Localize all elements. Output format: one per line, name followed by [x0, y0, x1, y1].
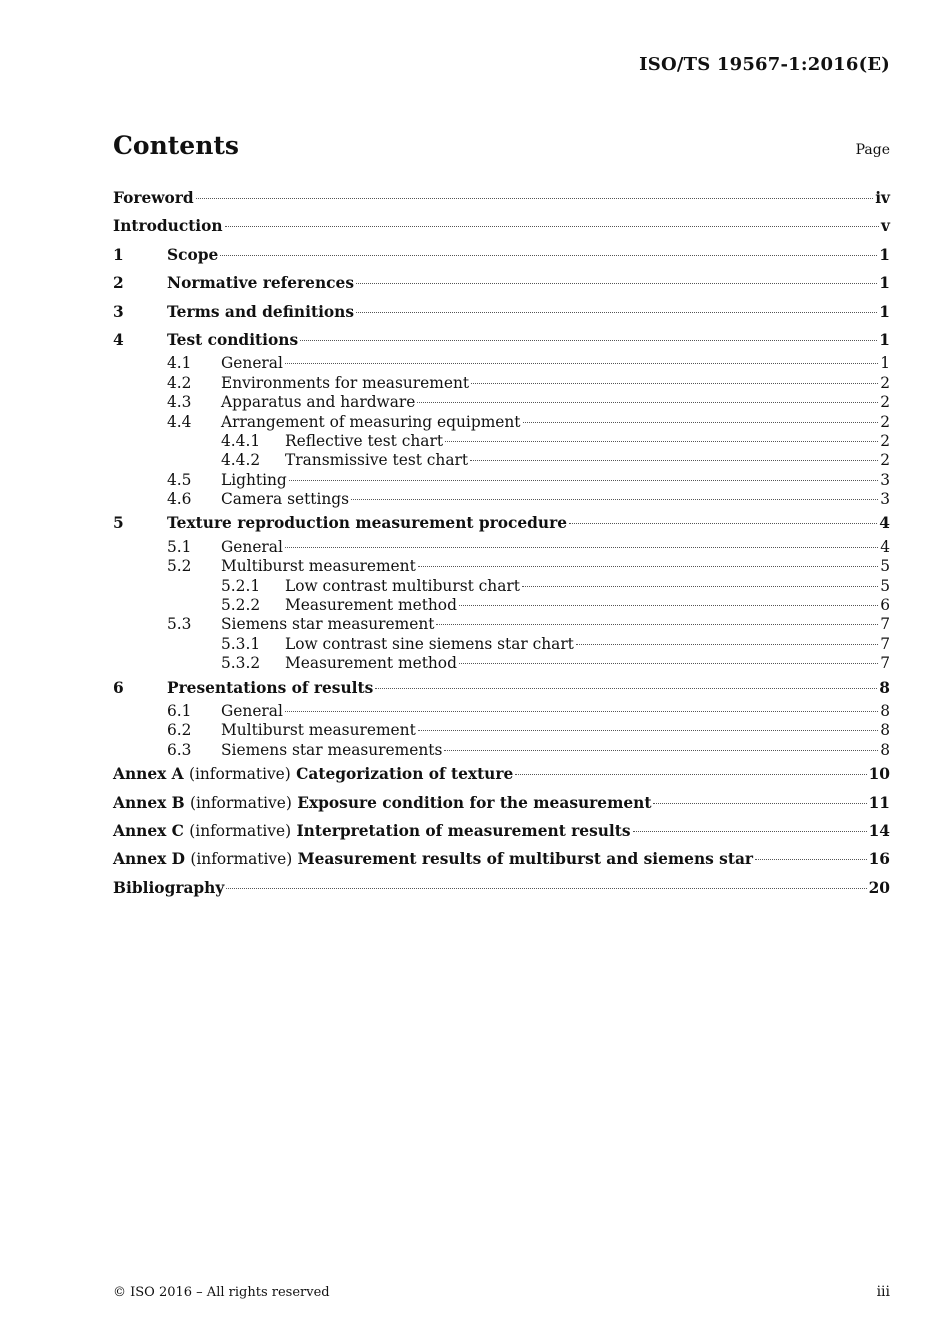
toc-entry[interactable]: [113, 557, 890, 576]
toc-entry-title: Terms and definitions: [167, 302, 355, 321]
dot-leader: [436, 624, 878, 625]
toc-entry-page: 7: [880, 654, 890, 673]
contents-heading: Contents: [113, 131, 240, 160]
toc-entry[interactable]: [113, 760, 890, 788]
dot-leader: [417, 402, 878, 403]
toc-entry[interactable]: [113, 674, 890, 702]
toc-entry-number: 4.2: [167, 373, 192, 392]
toc-entry[interactable]: [113, 471, 890, 490]
toc-entry-title: Reflective test chart: [285, 431, 444, 450]
toc-entry-page: 8: [880, 740, 890, 759]
toc-entry-number: 5.3: [167, 615, 192, 634]
toc-entry-page: 2: [880, 412, 890, 431]
dot-leader: [459, 663, 878, 664]
toc-entry-page: v: [881, 217, 890, 236]
dot-leader: [226, 888, 866, 889]
toc-entry-number: 6.1: [167, 701, 192, 720]
toc-entry-page: 5: [880, 557, 890, 576]
toc-entry-title: Low contrast sine siemens star chart: [285, 634, 574, 653]
dot-leader: [418, 566, 878, 567]
dot-leader: [569, 523, 877, 524]
toc-entry-title: Low contrast multiburst chart: [285, 576, 520, 595]
toc-entry-page: 2: [880, 431, 890, 450]
toc-entry-number: 5.3.1: [221, 634, 261, 653]
toc-entry-title: Foreword: [113, 189, 194, 207]
dot-leader: [285, 711, 878, 712]
toc-entry[interactable]: [113, 817, 890, 845]
dot-leader: [356, 312, 877, 313]
annex-note: (informative): [189, 821, 292, 840]
toc-entry-title: [113, 789, 651, 817]
dot-leader: [653, 803, 866, 804]
toc-entry-page: 7: [880, 634, 890, 653]
toc-entry[interactable]: [113, 538, 890, 557]
toc-entry-page: 1: [879, 302, 890, 321]
annex-title: Exposure condition for the measurement: [297, 793, 652, 812]
annex-note: (informative): [190, 793, 292, 812]
toc-entry[interactable]: [113, 490, 890, 509]
toc-entry-number: 6: [113, 678, 124, 697]
toc-entry-title: Environments for measurement: [221, 373, 470, 392]
toc-entry-page: 6: [880, 596, 890, 615]
toc-entry-number: 4.4.1: [221, 431, 261, 450]
toc-entry-title: Siemens star measurement: [221, 615, 435, 634]
dot-leader: [285, 363, 878, 364]
annex-label: Annex A: [113, 765, 184, 784]
page-column-label: Page: [855, 142, 890, 158]
toc-entry-number: 2: [113, 274, 124, 293]
dot-leader: [300, 340, 877, 341]
annex-label: Annex B: [113, 793, 185, 812]
dot-leader: [459, 605, 878, 606]
toc-entry-title: Arrangement of measuring equipment: [221, 412, 521, 431]
toc-entry-number: 1: [113, 245, 124, 264]
toc-entry-number: 6.2: [167, 721, 192, 740]
toc-entry[interactable]: [113, 615, 890, 634]
toc-entry-page: 10: [868, 765, 890, 784]
toc-entry[interactable]: [113, 596, 890, 615]
dot-leader: [220, 255, 877, 256]
toc-entry-page: 1: [879, 245, 890, 264]
toc-entry-title: Transmissive test chart: [285, 451, 469, 470]
toc-entry-title: Camera settings: [221, 490, 350, 509]
toc-entry[interactable]: [113, 354, 890, 373]
annex-label: Annex C: [113, 821, 184, 840]
toc-entry-page: 3: [880, 490, 890, 509]
annex-note: (informative): [190, 850, 293, 869]
dot-leader: [375, 688, 877, 689]
dot-leader: [755, 859, 867, 860]
toc-entry[interactable]: [113, 577, 890, 596]
toc-entry-page: 14: [868, 821, 890, 840]
toc-entry[interactable]: [113, 874, 890, 902]
toc-entry-title: Multiburst measurement: [221, 721, 416, 740]
dot-leader: [576, 644, 878, 645]
toc-entry-number: 5.2.1: [221, 576, 261, 595]
toc-entry-number: 6.3: [167, 740, 192, 759]
toc-entry-page: 5: [880, 576, 890, 595]
toc-entry-title: Lighting: [221, 470, 287, 489]
dot-leader: [351, 499, 878, 500]
toc-entry-page: 1: [880, 354, 890, 373]
toc-entry-title: [113, 760, 513, 788]
toc-entry-number: 4.4: [167, 412, 192, 431]
toc-entry[interactable]: [113, 451, 890, 470]
toc-entry-title: Presentations of results: [167, 678, 374, 697]
dot-leader: [289, 480, 878, 481]
toc-entry[interactable]: [113, 184, 890, 212]
toc-entry-number: 4.4.2: [221, 451, 261, 470]
toc-entry-title: Bibliography: [113, 878, 225, 897]
dot-leader: [445, 441, 878, 442]
toc-entry-title: Measurement method: [285, 654, 457, 673]
document-id: ISO/TS 19567-1:2016(E): [639, 54, 890, 75]
toc-entry-page: 3: [880, 470, 890, 489]
toc-entry-page: 4: [879, 514, 890, 533]
annex-title: Measurement results of multiburst and siemens star: [297, 850, 754, 869]
footer-page-number: iii: [876, 1284, 890, 1300]
toc-entry[interactable]: [113, 432, 890, 451]
dot-leader: [418, 730, 878, 731]
toc-entry-number: 5.2: [167, 557, 192, 576]
toc-entry-title: Multiburst measurement: [221, 557, 416, 576]
toc-entry-number: 4.3: [167, 393, 192, 412]
dot-leader: [523, 422, 879, 423]
toc-entry-page: 4: [880, 537, 890, 556]
annex-note: (informative): [188, 765, 291, 784]
toc-entry-number: 4.1: [167, 354, 192, 373]
toc-entry[interactable]: [113, 393, 890, 412]
toc-entry[interactable]: [113, 241, 890, 269]
toc-entry-title: Normative references: [167, 274, 354, 293]
toc-entry-title: [113, 817, 631, 845]
toc-entry-title: Apparatus and hardware: [221, 393, 416, 412]
annex-title: Categorization of texture: [296, 765, 514, 784]
dot-leader: [471, 383, 878, 384]
toc-entry-number: 4.6: [167, 490, 192, 509]
annex-title: Interpretation of measurement results: [296, 821, 631, 840]
toc-entry[interactable]: [113, 741, 890, 760]
toc-entry-page: 11: [868, 793, 890, 812]
toc-entry[interactable]: [113, 374, 890, 393]
toc-entry-title: [113, 845, 753, 873]
dot-leader: [522, 586, 878, 587]
toc-entry[interactable]: [113, 326, 890, 354]
toc-entry[interactable]: [113, 298, 890, 326]
toc-entry-page: 8: [879, 678, 890, 697]
toc-entry-page: 2: [880, 393, 890, 412]
dot-leader: [356, 283, 877, 284]
toc-entry-page: 7: [880, 615, 890, 634]
dot-leader: [470, 460, 878, 461]
toc-entry-number: 5.2.2: [221, 596, 261, 615]
toc-entry-number: 5.3.2: [221, 654, 261, 673]
toc-entry[interactable]: [113, 845, 890, 873]
toc-entry-title: Siemens star measurements: [221, 740, 443, 759]
toc-entry[interactable]: [113, 509, 890, 537]
toc-entry-page: 8: [880, 721, 890, 740]
toc-entry-title: Measurement method: [285, 596, 457, 615]
toc-entry-page: 1: [879, 330, 890, 349]
footer-copyright: © ISO 2016 – All rights reserved: [113, 1285, 330, 1300]
toc-entry-title: Test conditions: [167, 330, 299, 349]
toc-entry-page: 2: [880, 373, 890, 392]
toc-entry-page: 20: [868, 878, 890, 897]
toc-entry-title: Scope: [167, 245, 219, 264]
toc-entry-page: iv: [875, 189, 890, 207]
toc-entry-page: 1: [879, 274, 890, 293]
toc-entry[interactable]: [113, 212, 890, 240]
toc-entry[interactable]: [113, 413, 890, 432]
toc-entry-number: 4: [113, 330, 124, 349]
dot-leader: [285, 547, 878, 548]
toc-entry[interactable]: [113, 654, 890, 673]
dot-leader: [196, 198, 874, 199]
dot-leader: [444, 750, 878, 751]
toc-entry-page: 16: [868, 850, 890, 869]
toc-entry-number: 5: [113, 514, 124, 533]
annex-label: Annex D: [113, 850, 185, 869]
dot-leader: [515, 774, 866, 775]
toc-entry[interactable]: [113, 269, 890, 297]
toc-entry-number: 5.1: [167, 537, 192, 556]
toc-entry-number: 4.5: [167, 470, 192, 489]
toc-entry-title: General: [221, 354, 283, 373]
toc-entry-title: Texture reproduction measurement procedure: [167, 514, 568, 533]
table-of-contents: [113, 184, 890, 902]
toc-entry[interactable]: [113, 702, 890, 721]
toc-entry-title: General: [221, 701, 283, 720]
dot-leader: [633, 831, 867, 832]
toc-entry[interactable]: [113, 635, 890, 654]
toc-entry-number: 3: [113, 302, 124, 321]
toc-entry-title: General: [221, 537, 283, 556]
toc-entry-title: Introduction: [113, 217, 223, 236]
toc-entry[interactable]: [113, 721, 890, 740]
toc-entry-page: 8: [880, 701, 890, 720]
dot-leader: [225, 226, 879, 227]
toc-entry[interactable]: [113, 789, 890, 817]
toc-entry-page: 2: [880, 451, 890, 470]
